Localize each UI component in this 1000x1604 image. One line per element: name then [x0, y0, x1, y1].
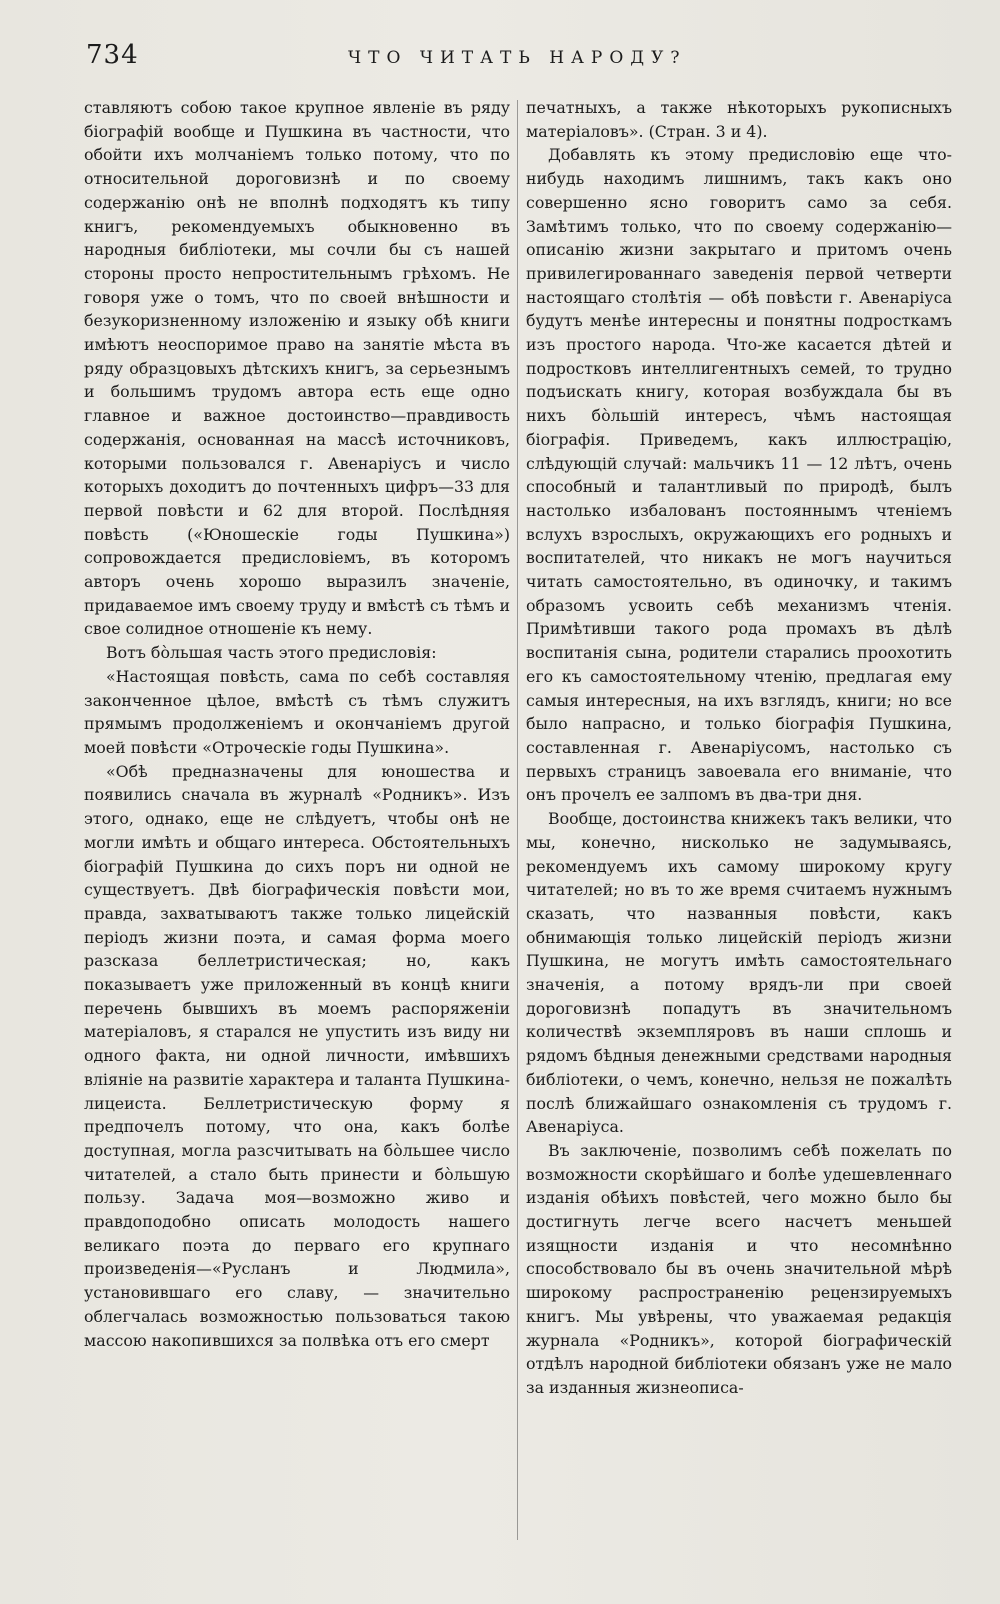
left-column [84, 96, 510, 1352]
page-header [86, 40, 955, 80]
paragraph: ставляютъ собою такое крупное явленіе въ ряду біографій вообще и Пушкина въ частности, что обойти ихъ молчаніемъ только потому, что по относительной дороговизнѣ и по своему содержанію онѣ не вполнѣ подходятъ къ типу книгъ, рекомендуемыхъ обыкновенно въ народныя библіотеки, мы сочли бы съ нашей стороны просто непростительнымъ грѣхомъ. Не говоря уже о томъ, что по своей внѣшности и безукоризненному изложенію и языку обѣ книги имѣютъ неоспоримое право на занятіе мѣста въ ряду образцовыхъ дѣтскихъ книгъ, за серьезнымъ и большимъ трудомъ автора есть еще одно главное и важное достоинство—правдивость содержанія, основанная на массѣ источниковъ, которыми пользовался г. Авенаріусъ и число которыхъ доходитъ до почтенныхъ цифръ—33 для первой повѣсти и 62 для второй. Послѣдняя повѣсть («Юношескіе годы Пушкина») сопровождается предисловіемъ, въ которомъ авторъ очень хорошо выразилъ значеніе, придаваемое имъ своему труду и вмѣстѣ съ тѣмъ и свое солидное отношеніе къ нему. [84, 98, 510, 639]
paragraph: «Настоящая повѣсть, сама по себѣ составляя законченное цѣлое, вмѣстѣ съ тѣмъ служитъ прямымъ продолженіемъ и окончаніемъ другой моей повѣсти «Отроческіе годы Пушкина». [84, 666, 510, 757]
running-title: ЧТО ЧИТАТЬ НАРОДУ? [348, 48, 687, 68]
paragraph: Въ заключеніе, позволимъ себѣ пожелать по возможности скорѣйшаго и болѣе удешевленнаго изданія обѣихъ повѣстей, чего можно было бы достигнуть легче всего насчетъ меньшей изящности изданія и что несомнѣнно способствовало бы въ очень значительной мѣрѣ широкому распространенію рецензируемыхъ книгъ. Мы увѣрены, что уважаемая редакція журнала «Родникъ», которой біографическій отдѣлъ народной библіотеки обязанъ уже не мало за изданныя жизнеописа- [526, 1140, 952, 1397]
page-number: 734 [86, 40, 139, 70]
right-column [526, 96, 952, 1400]
text-columns [84, 96, 964, 1586]
paragraph: Добавлять къ этому предисловію еще что-нибудь находимъ лишнимъ, такъ какъ оно совершенно ясно говоритъ само за себя. Замѣтимъ только, что по своему содержанію—описанію жизни закрытаго и притомъ очень привилегированнаго заведенія первой четверти настоящаго столѣтія — обѣ повѣсти г. Авенаріуса будутъ менѣе интересны и понятны подросткамъ изъ простого народа. Что-же касается дѣтей и подростковъ интеллигентныхъ семей, то трудно подъискать книгу, которая возбуждала бы въ нихъ бо̀льшій интересъ, чѣмъ настоящая біографія. Приведемъ, какъ иллюстрацію, слѣдующій случай: мальчикъ 11 — 12 лѣтъ, очень способный и талантливый по природѣ, былъ настолько избалованъ постояннымъ чтеніемъ вслухъ взрослыхъ, окружающихъ его родныхъ и воспитателей, что никакъ не могъ научиться читать самостоятельно, въ одиночку, и такимъ образомъ усвоить себѣ механизмъ чтенія. Примѣтивши такого рода промахъ въ дѣлѣ воспитанія сына, родители старались проохотить его къ самостоятельному чтенію, предлагая ему самыя интересныя, на ихъ взглядъ, книги; но все было напрасно, и только біографія Пушкина, составленная г. Авенаріусомъ, настолько съ первыхъ страницъ завоевала его вниманіе, что онъ прочелъ ее залпомъ въ два-три дня. [526, 145, 952, 805]
paragraph: Вотъ бо̀льшая часть этого предисловія: [106, 643, 437, 663]
column-divider [517, 100, 518, 1540]
paragraph: Вообще, достоинства книжекъ такъ велики, что мы, конечно, нисколько не задумываясь, рекомендуемъ ихъ самому широкому кругу читателей; но въ то же время считаемъ нужнымъ сказать, что названныя повѣсти, какъ обнимающія только лицейскій періодъ жизни Пушкина, не могутъ имѣть самостоятельнаго значенія, а потому врядъ-ли при своей дороговизнѣ попадутъ въ значительномъ количествѣ экземпляровъ въ наши сплошь и рядомъ бѣдныя денежными средствами народныя библіотеки, о чемъ, конечно, нельзя не пожалѣть послѣ ближайшаго ознакомленія съ трудомъ г. Авенаріуса. [526, 809, 952, 1137]
paragraph: печатныхъ, а также нѣкоторыхъ рукописныхъ матеріаловъ». (Стран. 3 и 4). [526, 98, 952, 141]
paragraph: «Обѣ предназначены для юношества и появились сначала въ журналѣ «Родникъ». Изъ этого, однако, еще не слѣдуетъ, чтобы онѣ не могли имѣть и общаго интереса. Обстоятельныхъ біографій Пушкина до сихъ поръ ни одной не существуетъ. Двѣ біографическія повѣсти мои, правда, захватываютъ также только лицейскій періодъ жизни поэта, и самая форма моего разсказа беллетристическая; но, какъ показываетъ уже приложенный въ концѣ книги перечень бывшихъ въ моемъ распоряженіи матеріаловъ, я старался не упустить изъ виду ни одного факта, ни одной личности, имѣвшихъ вліяніе на развитіе характера и таланта Пушкина-лицеиста. Беллетристическую форму я предпочелъ потому, что она, какъ болѣе доступная, могла разсчитывать на бо̀льшее число читателей, а стало быть принести и бо̀льшую пользу. Задача моя—возможно живо и правдоподобно описать молодость нашего великаго поэта до перваго его крупнаго произведенія—«Русланъ и Людмила», установившаго его славу, — значительно облегчалась возможностью пользоваться такою массою накопившихся за полвѣка отъ его смерт [84, 761, 510, 1350]
